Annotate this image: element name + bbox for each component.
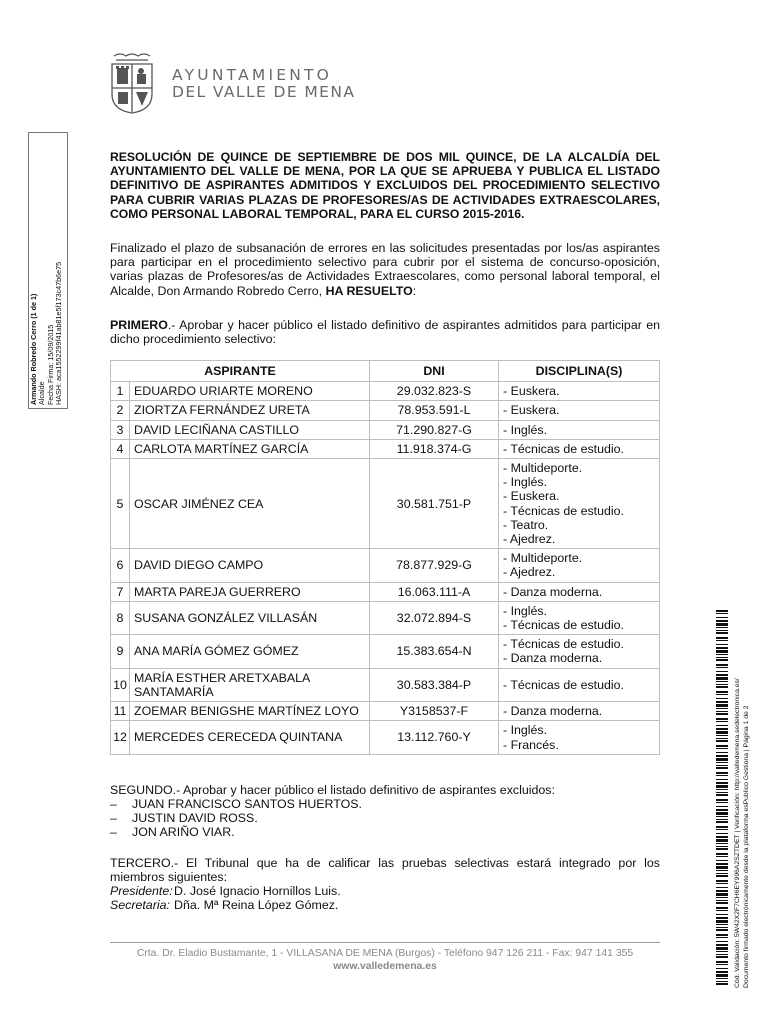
verification-info [734, 608, 751, 988]
signature-date: Fecha Firma: 15/09/2015 [45, 324, 55, 405]
intro-text: Finalizado el plazo de subsanación de errores en las solicitudes presentadas por los/as aspirantes para participar en el procedimiento selectivo para cubrir por el sistema de concurso-oposición, varias plazas de Profesores/as de Actividades Extraescolares, como personal laboral temporal, el Alcalde, Don Armando Robredo Cerro, [110, 241, 660, 298]
header-disciplina: DISCIPLINA(S) [499, 361, 660, 382]
applicant-name: ZIORTZA FERNÁNDEZ URETA [130, 401, 370, 420]
discipline-item: - Técnicas de estudio. [503, 503, 624, 518]
table-row [111, 420, 660, 439]
intro-paragraph [110, 241, 660, 298]
discipline-item: - Inglés. [503, 723, 548, 738]
applicant-dni: 30.583.384-P [370, 668, 499, 701]
applicant-name: SUSANA GONZÁLEZ VILLASÁN [130, 601, 370, 634]
discipline-item: - Ajedrez. [503, 532, 556, 547]
document-title: RESOLUCIÓN DE QUINCE DE SEPTIEMBRE DE DOS MIL QUINCE, DE LA ALCALDÍA DEL AYUNTAMIENTO DEL VALLE DE MENA, POR LA QUE SE APRUEBA Y PUBLICA EL LISTADO DEFINITIVO DE ASPIRANTES ADMITIDOS Y EXCLUIDOS DEL PROCEDIMIENTO SELECTIVO PARA CUBRIR VARIAS PLAZAS DE PROFESORES/AS DE ACTIVIDADES EXTRAESCOLARES, COMO PERSONAL LABORAL TEMPORAL, PARA EL CURSO 2015-2016. [110, 150, 660, 221]
signer-name: Armando Robredo Cerro (1 de 1) [29, 293, 38, 405]
signature-info [30, 135, 64, 405]
applicant-name: DAVID DIEGO CAMPO [130, 549, 370, 582]
row-number: 10 [111, 668, 130, 701]
applicant-name: MARTA PAREJA GUERRERO [130, 582, 370, 601]
header-aspirante: ASPIRANTE [111, 361, 370, 382]
discipline-item: - Multideporte. [503, 461, 583, 476]
applicant-dni: 32.072.894-S [370, 601, 499, 634]
table-row [111, 601, 660, 634]
table-row [111, 401, 660, 420]
discipline-item: - Inglés. [503, 422, 548, 437]
applicant-disciplines [499, 459, 660, 549]
row-number: 5 [111, 459, 130, 549]
applicant-dni: 29.032.823-S [370, 382, 499, 401]
applicant-name: ZOEMAR BENIGSHE MARTÍNEZ LOYO [130, 702, 370, 721]
applicant-disciplines [499, 635, 660, 668]
discipline-item: - Danza moderna. [503, 704, 603, 719]
row-number: 1 [111, 382, 130, 401]
table-row [111, 582, 660, 601]
tercero-paragraph: TERCERO.- El Tribunal que ha de calificar las pruebas selectivas estará integrado por los miembros siguientes: [110, 855, 660, 884]
header-dni: DNI [370, 361, 499, 382]
applicant-name: DAVID LECIÑANA CASTILLO [130, 420, 370, 439]
applicant-dni: 11.918.374-G [370, 439, 499, 458]
applicant-disciplines [499, 721, 660, 754]
admitted-table [110, 360, 660, 754]
applicant-dni: Y3158537-F [370, 702, 499, 721]
member-role: Presidente [110, 883, 170, 898]
applicant-dni: 13.112.760-Y [370, 721, 499, 754]
applicant-disciplines [499, 439, 660, 458]
table-row [111, 668, 660, 701]
discipline-item: - Multideporte. [503, 551, 583, 566]
discipline-item: - Técnicas de estudio. [503, 618, 624, 633]
applicant-disciplines [499, 420, 660, 439]
discipline-item: - Teatro. [503, 517, 549, 532]
primero-paragraph [110, 318, 660, 346]
footer-address: Crta. Dr. Eladio Bustamante, 1 - VILLASANA DE MENA (Burgos) - Teléfono 947 126 211 - Fax: 947 141 355 [136, 948, 634, 959]
row-number: 6 [111, 549, 130, 582]
discipline-item: - Francés. [503, 737, 559, 752]
applicant-name: EDUARDO URIARTE MORENO [130, 382, 370, 401]
discipline-item: - Euskera. [503, 384, 560, 399]
applicant-disciplines [499, 702, 660, 721]
intro-end: : [412, 283, 417, 298]
table-row [111, 635, 660, 668]
signed-document-note: Documento firmado electrónicamente desde la plataforma esPublico Gestiona | Página 1 de 2 [742, 705, 750, 988]
member-name: Dña. Mª Reina López Gómez. [174, 898, 339, 913]
row-number: 12 [111, 721, 130, 754]
applicant-disciplines [499, 549, 660, 582]
table-row [111, 702, 660, 721]
tribunal-member: Presidente: D. José Ignacio Hornillos Luis. [110, 883, 341, 898]
table-header-row [111, 361, 660, 382]
applicant-name: MERCEDES CERECEDA QUINTANA [130, 721, 370, 754]
primero-text: .- Aprobar y hacer público el listado definitivo de aspirantes admitidos para participar en dicho procedimiento selectivo: [110, 317, 660, 347]
barcode-icon [716, 610, 728, 986]
list-item: – JON ARIÑO VIAR. [110, 825, 235, 840]
coat-of-arms-icon [108, 52, 156, 114]
applicant-dni: 15.383.654-N [370, 635, 499, 668]
segundo-paragraph: SEGUNDO.- Aprobar y hacer público el listado definitivo de aspirantes excluidos: [110, 782, 555, 797]
discipline-item: - Ajedrez. [503, 565, 556, 580]
row-number: 9 [111, 635, 130, 668]
signer-role: Alcalde [37, 381, 47, 405]
member-name: D. José Ignacio Hornillos Luis. [174, 883, 341, 898]
org-name-line1: AYUNTAMIENTO [172, 66, 333, 84]
org-name-line2: DEL VALLE DE MENA [172, 83, 356, 101]
applicant-dni: 78.877.929-G [370, 549, 499, 582]
discipline-item: - Inglés. [503, 475, 548, 490]
applicant-dni: 30.581.751-P [370, 459, 499, 549]
applicant-name: ANA MARÍA GÓMEZ GÓMEZ [130, 635, 370, 668]
footer-divider [110, 942, 660, 943]
discipline-item: - Técnicas de estudio. [503, 637, 624, 652]
discipline-item: - Técnicas de estudio. [503, 441, 624, 456]
tribunal-member: Secretaria: Dña. Mª Reina López Gómez. [110, 898, 339, 913]
list-item: – JUAN FRANCISCO SANTOS HUERTOS. [110, 796, 362, 811]
applicant-dni: 16.063.111-A [370, 582, 499, 601]
member-role: Secretaria [110, 898, 167, 913]
table-row [111, 459, 660, 549]
primero-label: PRIMERO [110, 317, 168, 332]
table-row [111, 439, 660, 458]
row-number: 8 [111, 601, 130, 634]
signature-hash: HASH: aca1552299f41ab81e5f173c47b6e75 [54, 261, 64, 405]
row-number: 3 [111, 420, 130, 439]
row-number: 7 [111, 582, 130, 601]
applicant-dni: 71.290.827-G [370, 420, 499, 439]
excluded-list [110, 797, 660, 840]
applicant-disciplines [499, 401, 660, 420]
row-number: 2 [111, 401, 130, 420]
applicant-name: MARÍA ESTHER ARETXABALA SANTAMARÍA [130, 668, 370, 701]
applicant-name: OSCAR JIMÉNEZ CEA [130, 459, 370, 549]
table-row [111, 382, 660, 401]
resolved-label: HA RESUELTO [325, 283, 413, 298]
footer-website[interactable]: www.valledemena.es [333, 961, 437, 972]
discipline-item: - Euskera. [503, 489, 560, 504]
discipline-item: - Técnicas de estudio. [503, 677, 624, 692]
applicant-name: CARLOTA MARTÍNEZ GARCÍA [130, 439, 370, 458]
applicant-disciplines [499, 601, 660, 634]
validation-code: Cód. Validación: 5W42X2F7CH6EY996A2SZTDET | Verificación: http://valledemena.sedelectronica.es/ [734, 678, 741, 988]
discipline-item: - Inglés. [503, 603, 548, 618]
discipline-item: - Danza moderna. [503, 651, 603, 666]
applicant-disciplines [499, 668, 660, 701]
list-item: – JUSTIN DAVID ROSS. [110, 811, 258, 826]
table-row [111, 549, 660, 582]
applicant-disciplines [499, 382, 660, 401]
discipline-item: - Danza moderna. [503, 584, 603, 599]
applicant-dni: 78.953.591-L [370, 401, 499, 420]
document-body [110, 150, 660, 912]
applicant-disciplines [499, 582, 660, 601]
discipline-item: - Euskera. [503, 403, 560, 418]
row-number: 11 [111, 702, 130, 721]
organization-name [172, 67, 355, 101]
table-row [111, 721, 660, 754]
row-number: 4 [111, 439, 130, 458]
